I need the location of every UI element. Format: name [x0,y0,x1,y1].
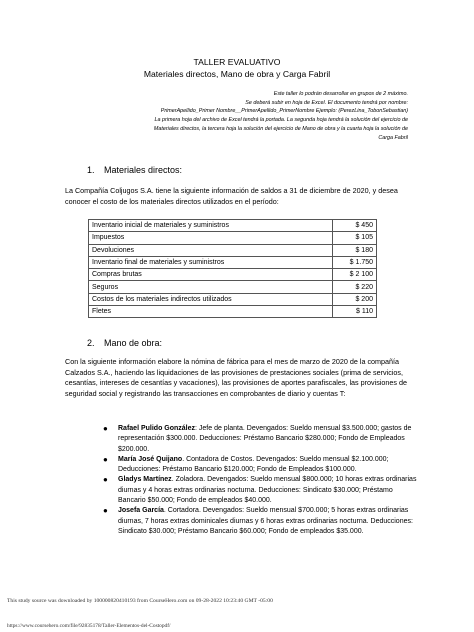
row-value: $ 450 [333,220,377,232]
row-value: $ 1.750 [333,256,377,268]
row-value: $ 180 [333,244,377,256]
employee-name: Josefa García [118,507,164,515]
table-row [89,244,377,256]
bullet-icon: ● [103,506,108,516]
section-number: 2. [87,338,95,348]
row-label: Impuestos [89,232,333,244]
table-row [89,232,377,244]
labor-intro: Con la siguiente información elabore la nómina de fábrica para el mes de marzo de 2020 de la compañía Calzados S.A., haciendo las liquidaciones de las provisiones de prestaciones sociales (prima de servicios, cesantías, intereses de cesantías y vacaciones), las provisiones de aportes parafiscales, las provisiones de seguridad social y registrando las transacciones en comprobantes de diario y cuentas T: [65,357,407,398]
note-line: PrimerApellido_Primer Nombre__PrimerApellido_PrimerNombre Ejemplo: (PerezLina_TobonSebastian) [160,108,408,115]
bullet-icon: ● [103,475,108,485]
document-title: TALLER EVALUATIVO [193,57,281,67]
section-heading-materials [87,165,182,175]
row-value: $ 110 [333,306,377,318]
list-item [103,454,418,476]
row-label: Fletes [89,306,333,318]
instructions-note [48,90,408,142]
table-row [89,293,377,305]
employee-details: : Jefe de planta. Devengados: Sueldo mensual $3.500.000; gastos de representación $300.000. Deducciones: Préstamo Bancario $280.000; Fondo de Empleados $200.000. [118,425,412,453]
row-label: Costos de los materiales indirectos utilizados [89,293,333,305]
row-value: $ 200 [333,293,377,305]
note-line: La primera hoja del archivo de Excel tendrá la portada. La segunda hoja tendrá la solución del ejercicio de [154,117,408,124]
source-url-link[interactable]: https://www.coursehero.com/file/92835178/Taller-Elementos-del-Costopdf/ [7,623,171,629]
row-label: Compras brutas [89,269,333,281]
section-number: 1. [87,165,95,175]
employee-name: María José Quijano [118,455,183,463]
row-label: Devoluciones [89,244,333,256]
table-row [89,256,377,268]
row-value: $ 220 [333,281,377,293]
document-subtitle: Materiales directos, Mano de obra y Carga Fabril [143,69,331,79]
row-label: Seguros [89,281,333,293]
table-row [89,269,377,281]
employee-details: . Cortadora. Devengados: Sueldo mensual $700.000; 5 horas extras ordinarias diurnas, 7 horas extras dominicales diurnas y 6 horas extras ordinarias nocturna. Deducciones: Sindicato $30.000; Préstamo Bancario $60.000; Fondo de empleados $35.000. [118,507,413,535]
section-title: Materiales directos: [104,165,183,175]
list-item [103,424,418,455]
employee-name: Gladys Martínez [118,476,172,484]
note-line: Se deberá subir en hoja de Excel. El documento tendrá por nombre: [245,99,408,106]
row-value: $ 105 [333,232,377,244]
employee-list [103,424,418,537]
bullet-icon: ● [103,454,108,464]
download-note: This study source was downloaded by 100000820410193 from CourseHero.com on 09-28-2022 10:23:40 GMT -05:00 [7,598,273,604]
note-line: Materiales directos, la tercera hoja la solución del ejercicio de Mano de obra y la cuarta hoja la solución de [153,125,408,132]
table-row [89,220,377,232]
bullet-icon: ● [103,424,108,433]
table-row [89,306,377,318]
list-item [103,506,418,537]
section-title: Mano de obra: [104,338,163,348]
section-heading-labor [87,338,162,348]
note-line: Carga Fabril [378,134,408,141]
employee-details: . Zoladora. Devengados: Sueldo mensual $800.000; 10 horas extras ordinarias diurnas y 4 horas extras ordinarias nocturna. Deducciones: Sindicato $30.000; Préstamo Bancario $50.000; Fondo de empleados $40.000. [118,476,417,505]
row-label: Inventario inicial de materiales y suministros [89,220,333,232]
row-value: $ 2 100 [333,269,377,281]
list-item [103,475,418,506]
row-label: Inventario final de materiales y suministros [89,256,333,268]
employee-name: Rafael Pulido González [118,425,196,432]
materials-table [88,219,377,318]
materials-intro: La Compañía Coljugos S.A. tiene la siguiente información de saldos a 31 de diciembre de 2020, y desea conocer el costo de los materiales directos utilizados en el período: [65,186,398,206]
note-line: Este taller lo podrán desarrollar en grupos de 2 máximo. [273,91,408,97]
employee-details: . Contadora de Costos. Devengados: Sueldo mensual $2.100.000; Deducciones: Préstamo Bancario $120.000; Fondo de Empleados $100.000. [118,455,389,474]
table-row [89,281,377,293]
